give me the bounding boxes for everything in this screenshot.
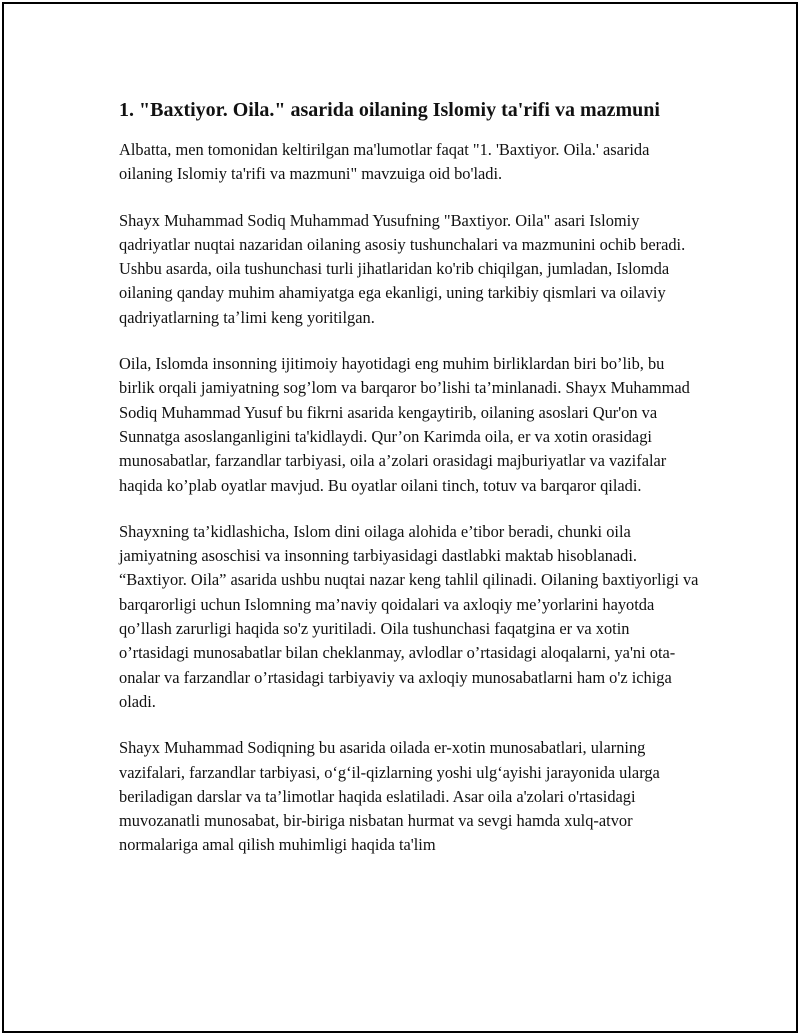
- paragraph-2: Shayx Muhammad Sodiq Muhammad Yusufning "Baxtiyor. Oila" asari Islomiy qadriyatlar nuqtai nazaridan oilaning asosiy tushunchalari va mazmunini ochib beradi. Ushbu asarda, oila tushunchasi turli jihatlaridan ko'rib chiqilgan, jumladan, Islomda oilaning qanday muhim ahamiyatga ega ekanligi, uning tarkibiy qismlari va oilaviy qadriyatlarning taʼlimi keng yoritilgan.: [119, 210, 686, 327]
- paragraph-1: Albatta, men tomonidan keltirilgan ma'lumotlar faqat "1. 'Baxtiyor. Oila.' asarida oilaning Islomiy ta'rifi va mazmuni" mavzuiga oid bo'ladi.: [119, 140, 650, 184]
- document-page: [2, 2, 798, 1033]
- document-content: [119, 96, 699, 880]
- paragraph-5: Shayx Muhammad Sodiqning bu asarida oilada er-xotin munosabatlari, ularning vazifalari, farzandlar tarbiyasi, o‘g‘il-qizlarning yoshi ulg‘ayishi jarayonida ularga beriladigan darslar va ta’limotlar haqida eslatiladi. Asar oila a'zolari o'rtasidagi muvozanatli munosabat, bir-biriga nisbatan hurmat va sevgi hamda xulq-atvor normalariga amal qilish muhimligi haqida ta'lim: [119, 738, 660, 855]
- paragraph-3: Oila, Islomda insonning ijitimoiy hayotidagi eng muhim birliklardan biri bo’lib, bu birlik orqali jamiyatning sog’lom va barqaror bo’lishi ta’minlanadi. Shayx Muhammad Sodiq Muhammad Yusuf bu fikrni asarida kengaytirib, oilaning asoslari Qur'on va Sunnatga asoslanganligini ta'kidlaydi. Qur’on Karimda oila, er va xotin orasidagi munosabatlar, farzandlar tarbiyasi, oila a’zolari orasidagi majburiyatlar va vazifalar haqida ko’plab oyatlar mavjud. Bu oyatlar oilani tinch, totuv va barqaror qiladi.: [119, 354, 690, 495]
- section-heading: 1. "Baxtiyor. Oila." asarida oilaning Islomiy ta'rifi va mazmuni: [119, 99, 660, 121]
- paragraph-4: Shayxning ta’kidlashicha, Islom dini oilaga alohida e’tibor beradi, chunki oila jamiyatning asoschisi va insonning tarbiyasidagi dastlabki maktab hisoblanadi. “Baxtiyor. Oila” asarida ushbu nuqtai nazar keng tahlil qilinadi. Oilaning baxtiyorligi va barqarorligi uchun Islomning ma’naviy qoidalari va axloqiy me’yorlarini hayotda qo’llash zarurligi haqida so'z yuritiladi. Oila tushunchasi faqatgina er va xotin o’rtasidagi munosabatlar bilan cheklanmay, avlodlar o’rtasidagi aloqalarni, ya'ni ota-onalar va farzandlar o’rtasidagi tarbiyaviy va axloqiy munosabatlarni ham o'z ichiga oladi.: [119, 521, 699, 711]
